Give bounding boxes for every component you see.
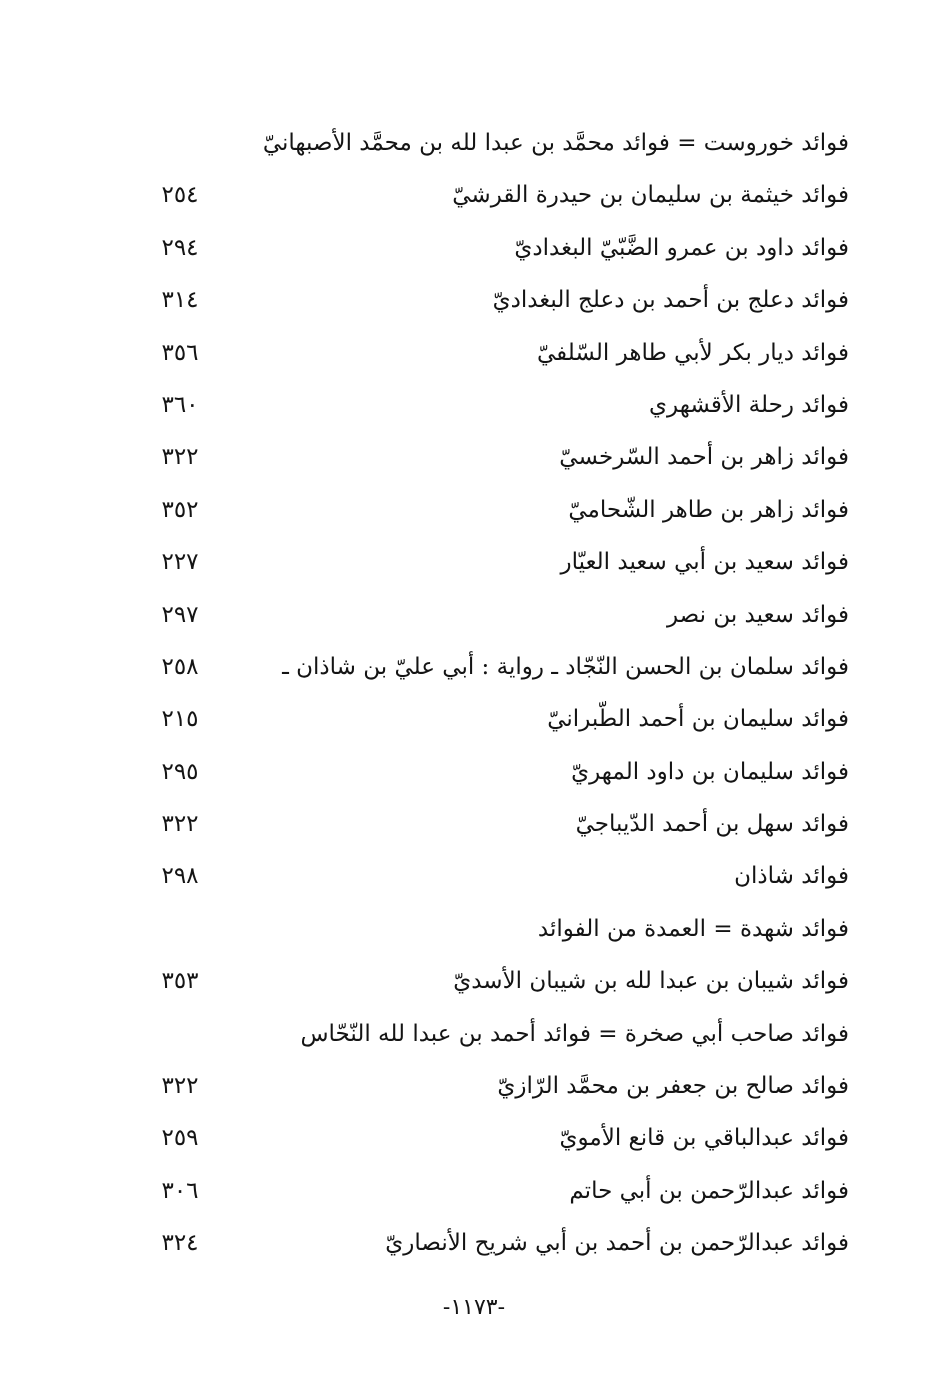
entry-title: فوائد ديار بكر لأبي طاهر السّلفيّ (536, 339, 849, 366)
index-entry (0, 379, 949, 431)
entry-page-number: ٢٥٤ (161, 182, 199, 209)
index-entry (0, 1112, 949, 1164)
index-entry (0, 222, 949, 274)
entry-title: فوائد سليمان بن أحمد الطّبرانيّ (547, 706, 849, 733)
entry-title: فوائد شهدة = العمدة من الفوائد (537, 915, 849, 942)
index-entry (0, 327, 949, 379)
entry-title: فوائد داود بن عمرو الضَّبّيّ البغداديّ (514, 234, 849, 261)
entry-title: فوائد زاهر بن طاهر الشّحاميّ (568, 496, 849, 523)
entry-title: فوائد سعيد بن أبي سعيد العيّار (560, 549, 849, 576)
entry-page-number: ٢٢٧ (161, 549, 199, 576)
index-entry (0, 746, 949, 798)
entry-page-number: ٣٠٦ (161, 1177, 199, 1204)
index-entry (0, 589, 949, 641)
entry-title: فوائد سليمان بن داود المهريّ (571, 758, 849, 785)
entry-title: فوائد خوروست = فوائد محمَّد بن عبدا لله بن محمَّد الأصبهانيّ (262, 130, 849, 156)
index-entry (0, 641, 949, 693)
index-entry (0, 955, 949, 1007)
entry-page-number: ٣٥٣ (161, 968, 199, 995)
index-entry (0, 903, 949, 955)
index-entry (0, 1217, 949, 1269)
entry-page-number: ٣٥٦ (161, 339, 199, 366)
index-entry (0, 117, 949, 169)
index-entry (0, 431, 949, 483)
index-entry (0, 693, 949, 745)
entry-title: فوائد سعيد بن نصر (666, 601, 849, 628)
index-entry (0, 484, 949, 536)
entry-title: فوائد دعلج بن أحمد بن دعلج البغداديّ (492, 287, 849, 314)
index-entry (0, 1060, 949, 1112)
entry-page-number: ٢١٥ (161, 706, 199, 733)
entry-page-number: ٣٢٢ (161, 444, 199, 471)
entry-page-number: ٣٦٠ (161, 391, 199, 418)
entry-title: فوائد عبدالباقي بن قانع الأمويّ (559, 1125, 849, 1152)
index-entry (0, 1008, 949, 1060)
index-entry-list (0, 117, 949, 1270)
entry-page-number: ٢٩٥ (161, 758, 199, 785)
entry-page-number: ٣٢٢ (161, 811, 199, 838)
index-entry (0, 1165, 949, 1217)
entry-title: فوائد صالح بن جعفر بن محمَّد الرّازيّ (497, 1073, 849, 1100)
entry-page-number: ٣١٤ (161, 287, 199, 314)
entry-page-number: ٢٩٧ (161, 601, 199, 628)
entry-title: فوائد شاذان (734, 863, 849, 890)
entry-page-number: ٢٥٨ (161, 653, 199, 680)
entry-title: فوائد عبدالرّحمن بن أبي حاتم (569, 1177, 849, 1204)
entry-page-number: ٣٢٤ (161, 1230, 199, 1257)
entry-title: فوائد شيبان بن عبدا لله بن شيبان الأسديّ (453, 968, 849, 995)
index-entry (0, 274, 949, 326)
entry-title: فوائد زاهر بن أحمد السّرخسيّ (559, 444, 849, 471)
entry-page-number: ٢٩٤ (161, 234, 199, 261)
entry-title: فوائد سلمان بن الحسن النّجّاد ـ رواية : أبي عليّ بن شاذان ـ (282, 653, 849, 680)
entry-page-number: ٢٩٨ (161, 863, 199, 890)
entry-title: فوائد رحلة الأقشهري (649, 391, 849, 418)
index-entry (0, 169, 949, 221)
entry-page-number: ٢٥٩ (161, 1125, 199, 1152)
entry-page-number: ٣٢٢ (161, 1073, 199, 1100)
entry-title: فوائد عبدالرّحمن بن أحمد بن أبي شريح الأنصاريّ (385, 1230, 849, 1257)
entry-title: فوائد صاحب أبي صخرة = فوائد أحمد بن عبدا لله النّحّاس (300, 1020, 849, 1047)
index-entry (0, 798, 949, 850)
entry-title: فوائد خيثمة بن سليمان بن حيدرة القرشيّ (452, 182, 849, 209)
entry-page-number: ٣٥٢ (161, 496, 199, 523)
entry-title: فوائد سهل بن أحمد الدّيباجيّ (575, 811, 849, 838)
index-entry (0, 850, 949, 902)
page-number-footer: -١١٧٣- (442, 1295, 506, 1320)
index-entry (0, 536, 949, 588)
